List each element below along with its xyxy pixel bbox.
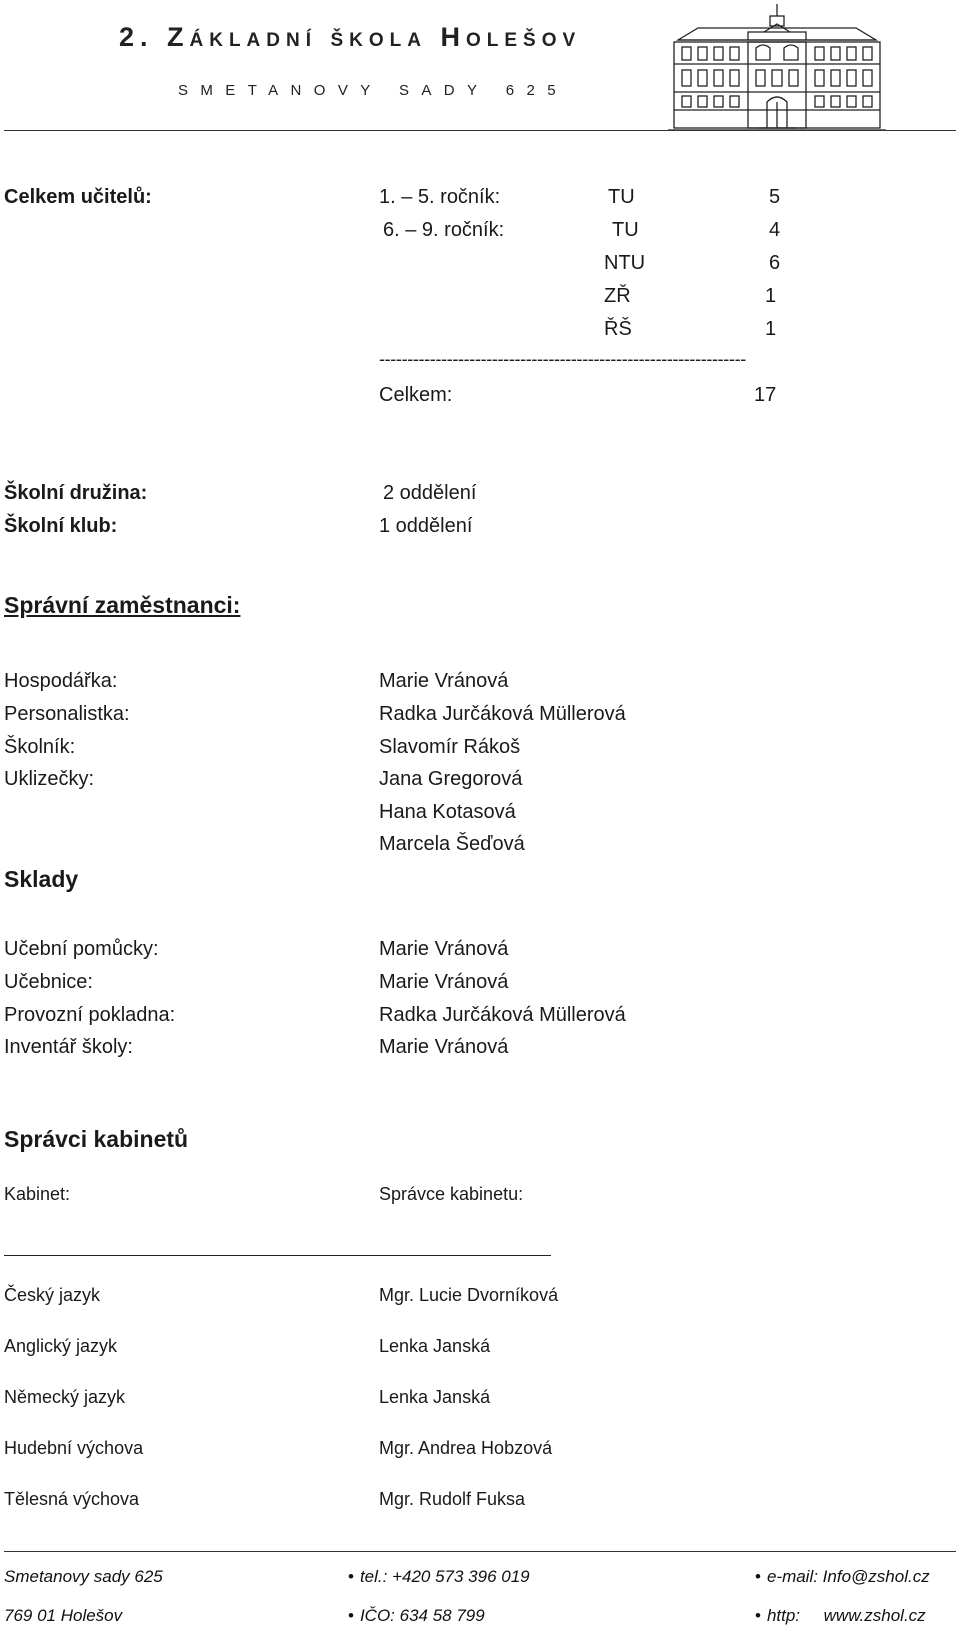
footer-ico-text: IČO: 634 58 799	[359, 1606, 485, 1625]
footer-ico	[348, 1606, 485, 1626]
admin-role: Školník:	[4, 736, 76, 758]
admin-person: Jana Gregorová	[379, 768, 523, 790]
footer-address-line1: Smetanovy sady 625	[4, 1567, 163, 1586]
storage-person: Marie Vránová	[379, 971, 509, 993]
teacher-count: 1	[765, 318, 777, 340]
teacher-type: ŘŠ	[604, 318, 632, 340]
admin-role: Uklizečky:	[4, 768, 95, 790]
admin-role: Personalistka:	[4, 703, 130, 725]
teachers-total-value: 17	[754, 384, 777, 406]
teacher-grade: 6. – 9. ročník:	[383, 219, 505, 241]
footer-divider	[4, 1551, 956, 1552]
footer-tel	[348, 1567, 530, 1587]
admin-person: Radka Jurčáková Müllerová	[379, 703, 626, 725]
cabinets-col-subject: Kabinet:	[4, 1184, 71, 1204]
teacher-count: 4	[769, 219, 781, 241]
admin-person: Hana Kotasová	[379, 801, 516, 823]
admin-role: Hospodářka:	[4, 670, 118, 692]
teacher-type: TU	[612, 219, 639, 241]
footer-tel-text: tel.: +420 573 396 019	[359, 1567, 530, 1586]
storage-item: Inventář školy:	[4, 1036, 133, 1058]
club-value: 1 oddělení	[379, 515, 473, 537]
school-address: SMETANOVY SADY 625	[178, 82, 568, 99]
storage-person: Marie Vránová	[379, 1036, 509, 1058]
cabinet-admin: Mgr. Lucie Dvorníková	[379, 1285, 559, 1305]
footer-web-text: http: www.zshol.cz	[766, 1606, 926, 1625]
teacher-grade: 1. – 5. ročník:	[379, 186, 501, 208]
cabinets-col-admin: Správce kabinetu:	[379, 1184, 524, 1204]
cabinet-subject: Hudební výchova	[4, 1438, 144, 1458]
footer-email[interactable]	[755, 1567, 930, 1587]
cabinets-heading: Správci kabinetů	[4, 1126, 189, 1152]
cabinet-subject: Německý jazyk	[4, 1387, 126, 1407]
teacher-type: TU	[608, 186, 635, 208]
footer-address-line2: 769 01 Holešov	[4, 1606, 123, 1625]
header-divider	[4, 130, 956, 131]
cabinet-subject: Anglický jazyk	[4, 1336, 118, 1356]
school-building-logo	[668, 2, 886, 134]
cabinet-admin: Mgr. Rudolf Fuksa	[379, 1489, 526, 1509]
teacher-count: 6	[769, 252, 781, 274]
teachers-total-caption: Celkem:	[379, 384, 453, 406]
teacher-type: NTU	[604, 252, 646, 274]
club-value: 2 oddělení	[383, 482, 477, 504]
storage-item: Učebnice:	[4, 971, 93, 993]
teacher-count: 1	[765, 285, 777, 307]
cabinet-subject: Český jazyk	[4, 1285, 101, 1305]
footer-web[interactable]	[755, 1606, 926, 1626]
admin-heading: Správní zaměstnanci:	[4, 592, 241, 618]
storage-person: Marie Vránová	[379, 938, 509, 960]
admin-person: Slavomír Rákoš	[379, 736, 521, 758]
school-name: 2. Základní škola Holešov	[119, 22, 582, 52]
cabinet-admin: Lenka Janská	[379, 1387, 491, 1407]
cabinet-subject: Tělesná výchova	[4, 1489, 140, 1509]
club-label: Školní klub:	[4, 515, 118, 537]
storage-item: Učební pomůcky:	[4, 938, 159, 960]
admin-person: Marcela Šeďová	[379, 833, 525, 855]
teachers-total-label: Celkem učitelů:	[4, 186, 152, 208]
cabinets-divider	[4, 1255, 551, 1256]
storage-heading: Sklady	[4, 866, 79, 892]
club-label: Školní družina:	[4, 482, 148, 504]
storage-person: Radka Jurčáková Müllerová	[379, 1004, 626, 1026]
storage-item: Provozní pokladna:	[4, 1004, 176, 1026]
admin-person: Marie Vránová	[379, 670, 509, 692]
teacher-count: 5	[769, 186, 781, 208]
teachers-dash-separator: -----------------------------------------------------------------	[379, 349, 746, 369]
footer-email-text: e-mail: Info@zshol.cz	[766, 1567, 930, 1586]
cabinet-admin: Lenka Janská	[379, 1336, 491, 1356]
cabinet-admin: Mgr. Andrea Hobzová	[379, 1438, 553, 1458]
teacher-type: ZŘ	[604, 285, 631, 307]
